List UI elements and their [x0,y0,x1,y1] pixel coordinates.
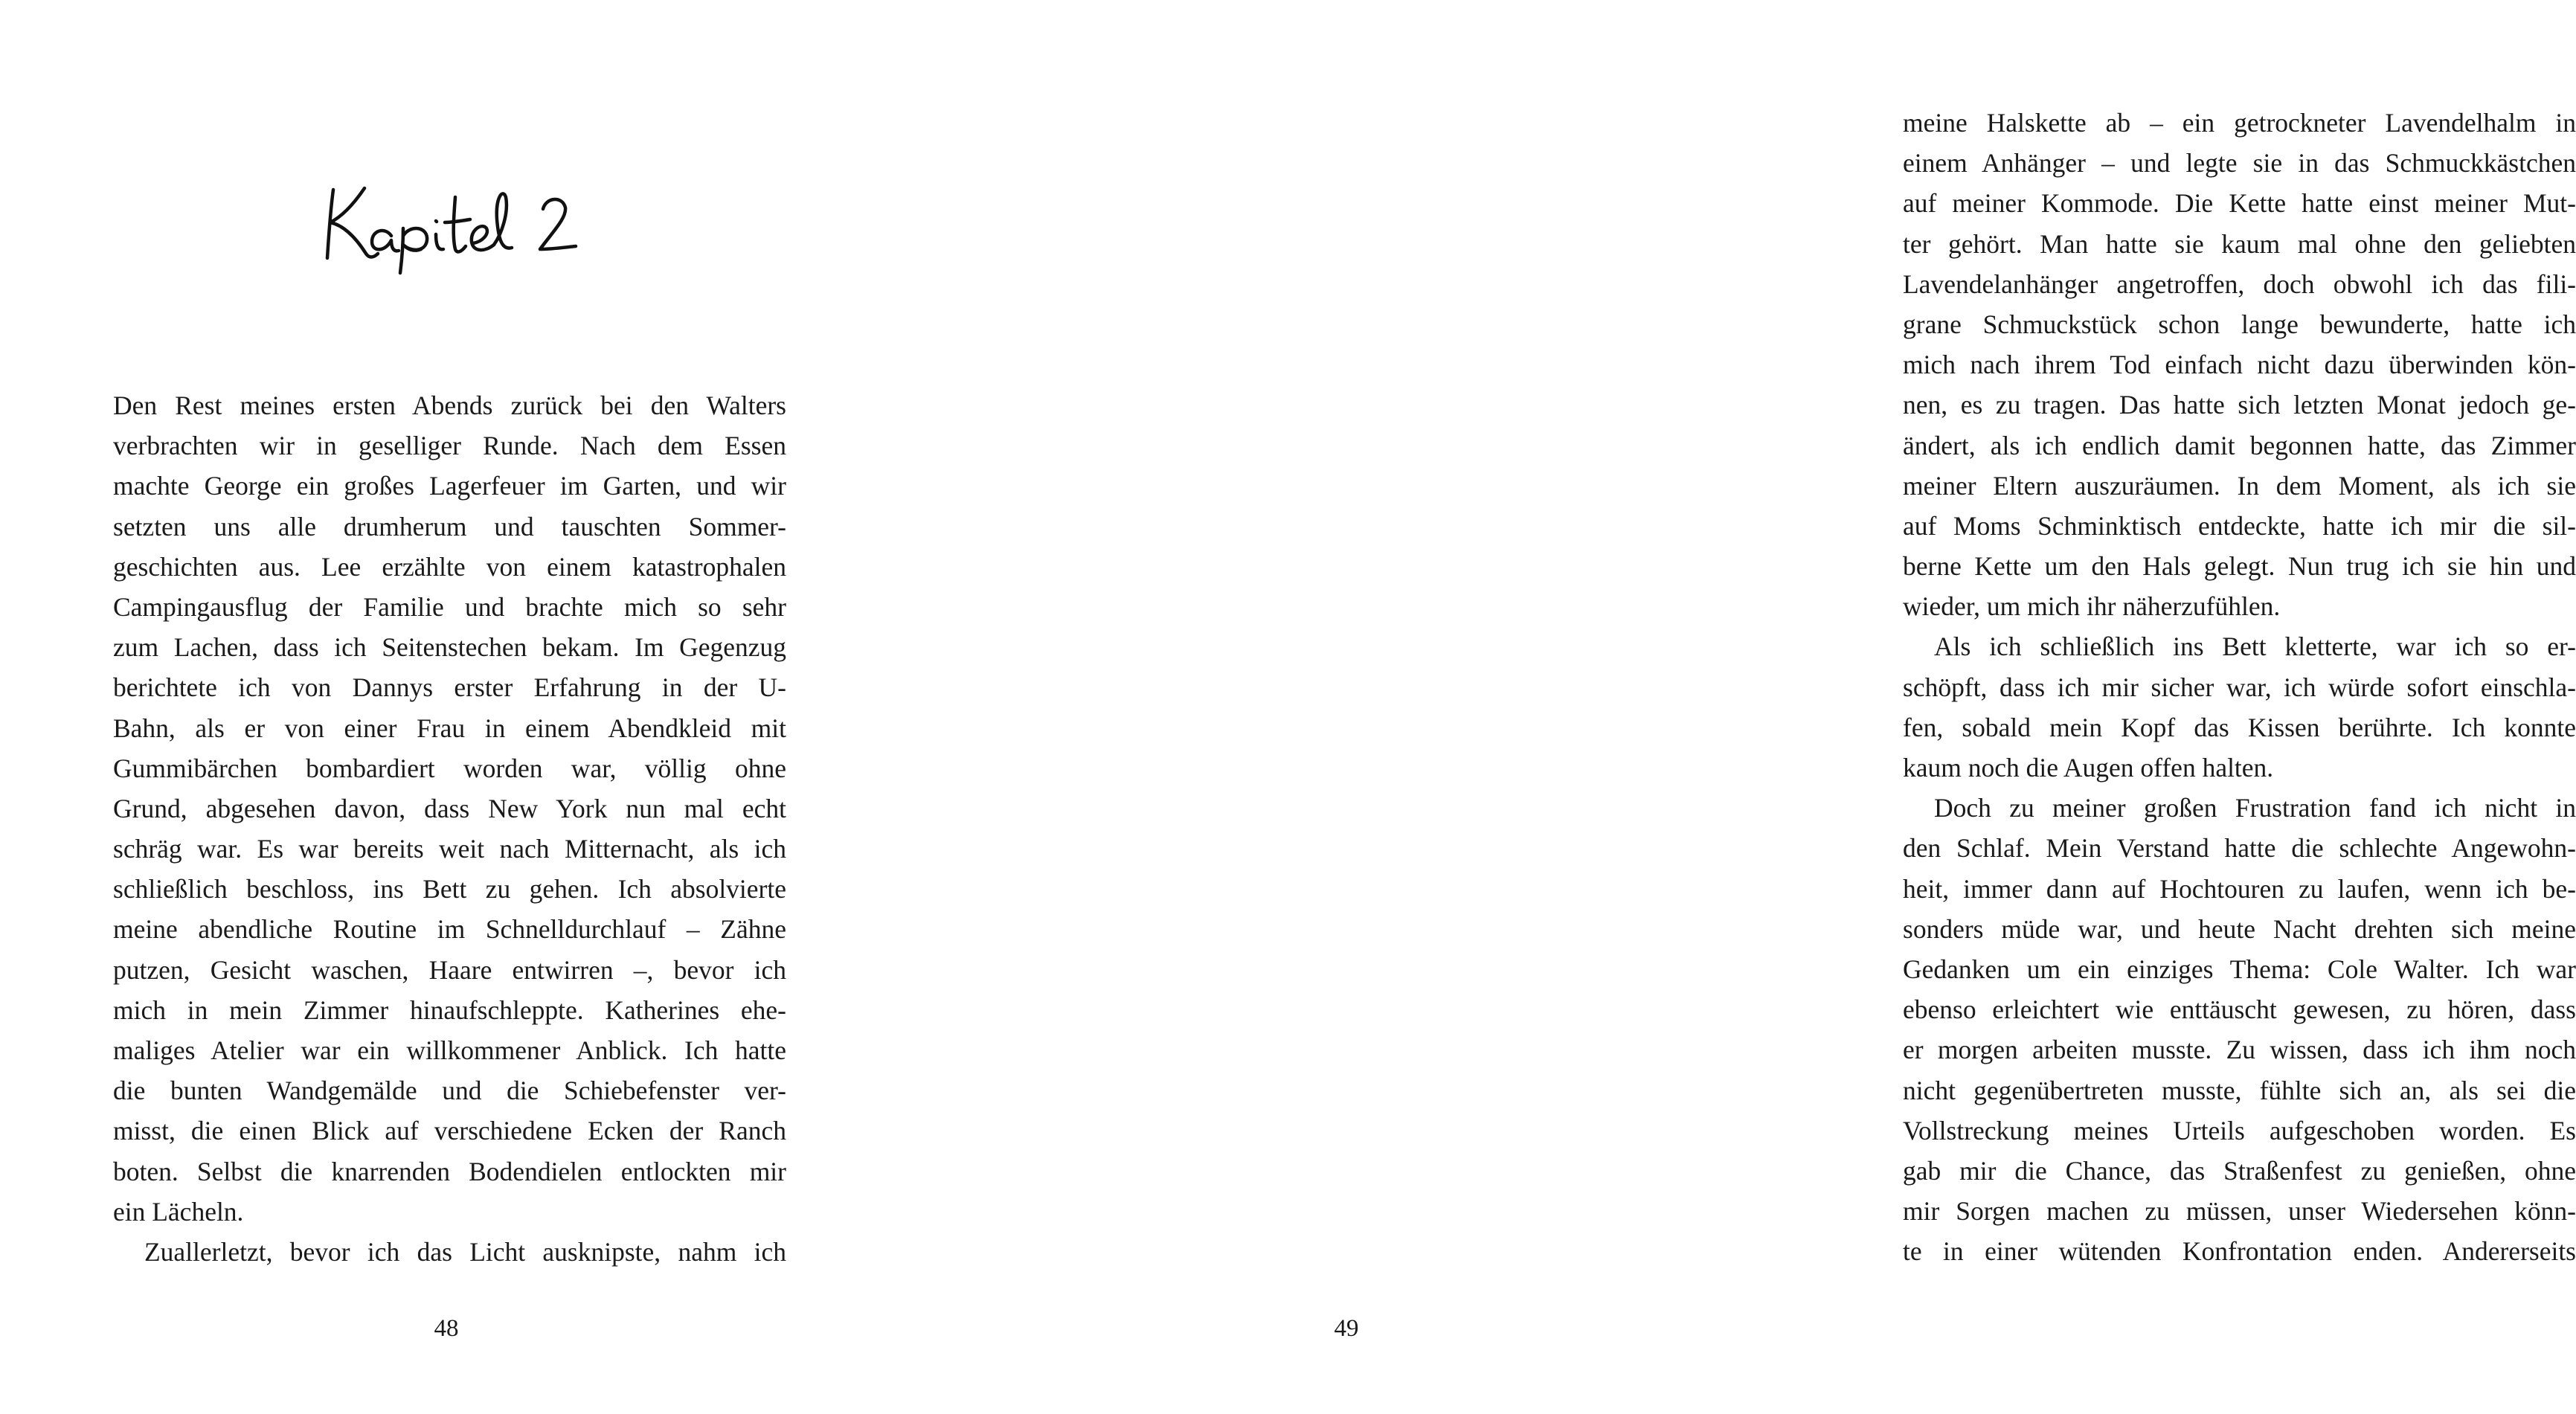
text-line: er morgen arbeiten musste. Zu wissen, dass ich ihm noch [1903,1035,2576,1065]
text-line: meine Halskette ab – ein getrockneter Lavendelhalm in [1903,108,2576,138]
text-line: auf meiner Kommode. Die Kette hatte einst meiner Mut- [1903,188,2576,219]
text-line: mich in mein Zimmer hinaufschleppte. Katherines ehe- [113,994,786,1025]
text-line: sonders müde war, und heute Nacht drehten sich meine [1903,913,2576,944]
text-line: putzen, Gesicht waschen, Haare entwirren –, bevor ich [113,954,786,985]
text-line: te in einer wütenden Konfrontation enden. Andererseits [1903,1236,2576,1267]
text-line: mir Sorgen machen zu müssen, unser Wiedersehen könn- [1903,1196,2576,1227]
chapter-title-script [320,175,588,264]
text-line: setzten uns alle drumherum und tauschten Sommer- [113,511,786,542]
text-line: Gedanken um ein einziges Thema: Cole Walter. Ich war [1903,954,2576,984]
text-line: geschichten aus. Lee erzählte von einem katastrophalen [113,551,786,582]
text-line: Zuallerletzt, bevor ich das Licht ausknipste, nahm ich [144,1236,786,1267]
text-line: ebenso erleichtert wie enttäuscht gewesen, zu hören, dass [1903,994,2576,1025]
left-page [0,0,893,1414]
text-line: ändert, als ich endlich damit begonnen hatte, das Zimmer [1903,430,2576,460]
text-line: heit, immer dann auf Hochtouren zu laufen, wenn ich be- [1903,873,2576,904]
right-page [893,0,2576,1414]
text-line: Campingausflug der Familie und brachte mich so sehr [113,591,786,622]
page-number: 48 [434,1315,459,1342]
text-line: Bahn, als er von einer Frau in einem Abendkleid mit [113,713,786,743]
text-line: nen, es zu tragen. Das hatte sich letzten Monat jedoch ge- [1903,390,2576,420]
text-line: schöpft, dass ich mir sicher war, ich würde sofort einschla- [1903,672,2576,702]
page-number: 49 [1334,1315,1359,1342]
text-line: grane Schmuckstück schon lange bewunderte, hatte ich [1903,309,2576,339]
text-line: misst, die einen Blick auf verschiedene Ecken der Ranch [113,1116,786,1146]
text-line: Vollstreckung meines Urteils aufgeschoben worden. Es [1903,1115,2576,1145]
text-line: berne Kette um den Hals gelegt. Nun trug ich sie hin und [1903,551,2576,582]
text-line: boten. Selbst die knarrenden Bodendielen entlockten mir [113,1156,786,1186]
text-line: kaum noch die Augen offen halten. [1903,753,2274,782]
text-line: Lavendelanhänger angetroffen, doch obwohl ich das fili- [1903,269,2576,299]
text-line: Gummibärchen bombardiert worden war, völlig ohne [113,753,786,783]
text-line: Den Rest meines ersten Abends zurück bei den Walters [113,391,786,420]
text-line: Doch zu meiner großen Frustration fand ich nicht in [1934,793,2576,823]
text-line: machte George ein großes Lagerfeuer im Garten, und wir [113,471,786,501]
text-line: Als ich schließlich ins Bett kletterte, war ich so er- [1934,632,2576,662]
text-line: den Schlaf. Mein Verstand hatte die schlechte Angewohn- [1903,833,2576,864]
text-line: meiner Eltern auszuräumen. In dem Moment, als ich sie [1903,470,2576,501]
text-line: die bunten Wandgemälde und die Schiebefenster ver- [113,1076,786,1106]
text-line: ter gehört. Man hatte sie kaum mal ohne den geliebten [1903,228,2576,259]
text-line: ein Lächeln. [113,1196,244,1227]
text-line: meine abendliche Routine im Schnelldurchlauf – Zähne [113,914,786,945]
text-line: auf Moms Schminktisch entdeckte, hatte ich mir die sil- [1903,510,2576,541]
chapter-title [320,175,588,264]
text-line: gab mir die Chance, das Straßenfest zu genießen, ohne [1903,1155,2576,1186]
text-line: verbrachten wir in geselliger Runde. Nach dem Essen [113,431,786,461]
text-line: schräg war. Es war bereits weit nach Mitternacht, als ich [113,834,786,864]
text-line: einem Anhänger – und legte sie in das Schmuckkästchen [1903,148,2576,179]
text-line: schließlich beschloss, ins Bett zu gehen. Ich absolvierte [113,874,786,904]
text-line: zum Lachen, dass ich Seitenstechen bekam. Im Gegenzug [113,632,786,663]
text-line: fen, sobald mein Kopf das Kissen berührte. Ich konnte [1903,712,2576,742]
text-line: maliges Atelier war ein willkommener Anblick. Ich hatte [113,1035,786,1065]
body-text [113,385,786,1272]
text-line: Grund, abgesehen davon, dass New York nun mal echt [113,793,786,823]
text-line: mich nach ihrem Tod einfach nicht dazu überwinden kön- [1903,350,2576,380]
text-line: berichtete ich von Dannys erster Erfahrung in der U- [113,672,786,703]
text-line: nicht gegenübertreten musste, fühlte sich an, als sei die [1903,1075,2576,1105]
text-line: wieder, um mich ihr näherzufühlen. [1903,591,2281,622]
body-text [1903,103,2576,1271]
